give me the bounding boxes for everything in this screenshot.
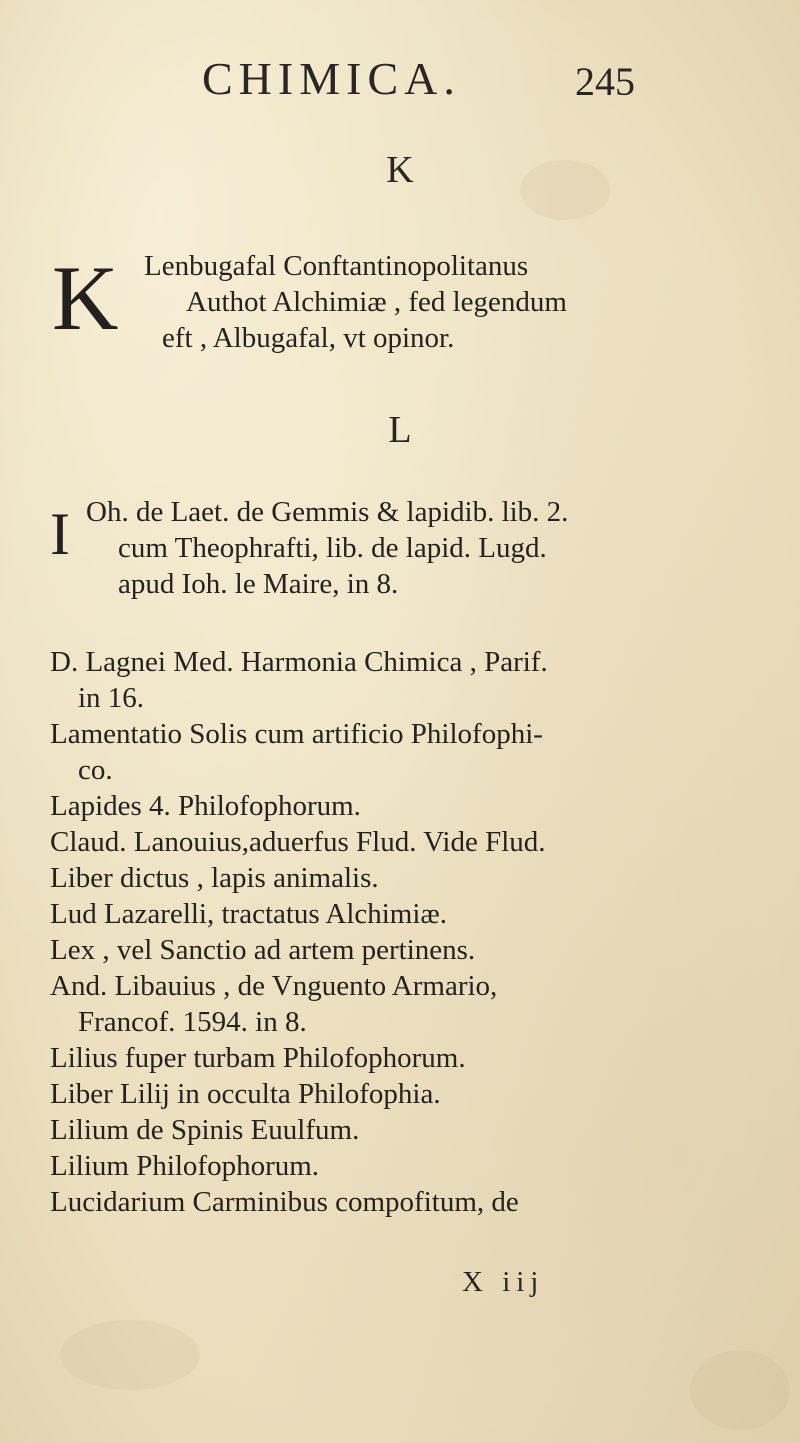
entry-lamentatio bbox=[50, 716, 770, 788]
entry-line: Liber Lilij in occulta Philofophia. bbox=[50, 1078, 441, 1110]
entry-list-l bbox=[50, 494, 770, 1220]
entry-lucidarium bbox=[50, 1184, 770, 1220]
entry-lilius bbox=[50, 1040, 770, 1076]
entry-line: Lapides 4. Philofophorum. bbox=[50, 790, 361, 822]
dropcap-k: K bbox=[52, 247, 119, 349]
running-head: CHIMICA. bbox=[202, 53, 461, 104]
entry-lazarelli bbox=[50, 896, 770, 932]
entry-lapides bbox=[50, 788, 770, 824]
dropcap-i: I bbox=[50, 501, 70, 567]
entry-liber-dictus bbox=[50, 860, 770, 896]
entry-lagnei bbox=[50, 644, 770, 716]
entry-line: eft , Albugafal, vt opinor. bbox=[162, 322, 455, 354]
entry-line: cum Theophrafti, lib. de lapid. Lugd. bbox=[118, 532, 547, 564]
entry-line: Oh. de Laet. de Gemmis & lapidib. lib. 2. bbox=[86, 496, 569, 528]
section-letter-l: L bbox=[388, 409, 412, 451]
entry-line: co. bbox=[78, 754, 113, 786]
entry-line: Lilius fuper turbam Philofophorum. bbox=[50, 1042, 466, 1074]
entry-line: Lilium Philofophorum. bbox=[50, 1150, 320, 1182]
page-number: 245 bbox=[575, 59, 635, 104]
page-header bbox=[0, 52, 800, 112]
entry-liber-lilij bbox=[50, 1076, 770, 1112]
entry-line: Lilium de Spinis Euulfum. bbox=[50, 1114, 360, 1146]
entry-line: Liber dictus , lapis animalis. bbox=[50, 862, 379, 894]
entry-line: apud Ioh. le Maire, in 8. bbox=[118, 568, 399, 600]
entry-line: And. Libauius , de Vnguento Armario, bbox=[50, 970, 498, 1002]
section-letter-k: K bbox=[386, 149, 414, 191]
entry-line: Lamentatio Solis cum artificio Philofophi- bbox=[50, 718, 543, 750]
entry-laet bbox=[50, 494, 770, 644]
entry-line: Lud Lazarelli, tractatus Alchimiæ. bbox=[50, 898, 448, 930]
entry-lilium-spinis bbox=[50, 1112, 770, 1148]
entry-line: Lucidarium Carminibus compofitum, de bbox=[50, 1186, 519, 1218]
entry-line: Claud. Lanouius,aduerfus Flud. Vide Flud. bbox=[50, 826, 546, 858]
entry-lanouius bbox=[50, 824, 770, 860]
entry-line: in 16. bbox=[78, 682, 145, 714]
entry-line: Authot Alchimiæ , fed legendum bbox=[186, 286, 567, 318]
paper-stain bbox=[60, 1320, 200, 1390]
paper-stain bbox=[690, 1350, 790, 1430]
signature-mark: X iij bbox=[462, 1266, 545, 1298]
entry-laet-text bbox=[86, 494, 706, 602]
entry-lilium-philosophorum bbox=[50, 1148, 770, 1184]
entry-libauius bbox=[50, 968, 770, 1040]
entry-line: Francof. 1594. in 8. bbox=[78, 1006, 307, 1038]
entry-line: Lex , vel Sanctio ad artem pertinens. bbox=[50, 934, 476, 966]
entry-lex bbox=[50, 932, 770, 968]
entry-line: D. Lagnei Med. Harmonia Chimica , Parif. bbox=[50, 646, 548, 678]
entry-line: Lenbugafal Conftantinopolitanus bbox=[144, 250, 529, 282]
entry-k-text bbox=[144, 248, 764, 356]
